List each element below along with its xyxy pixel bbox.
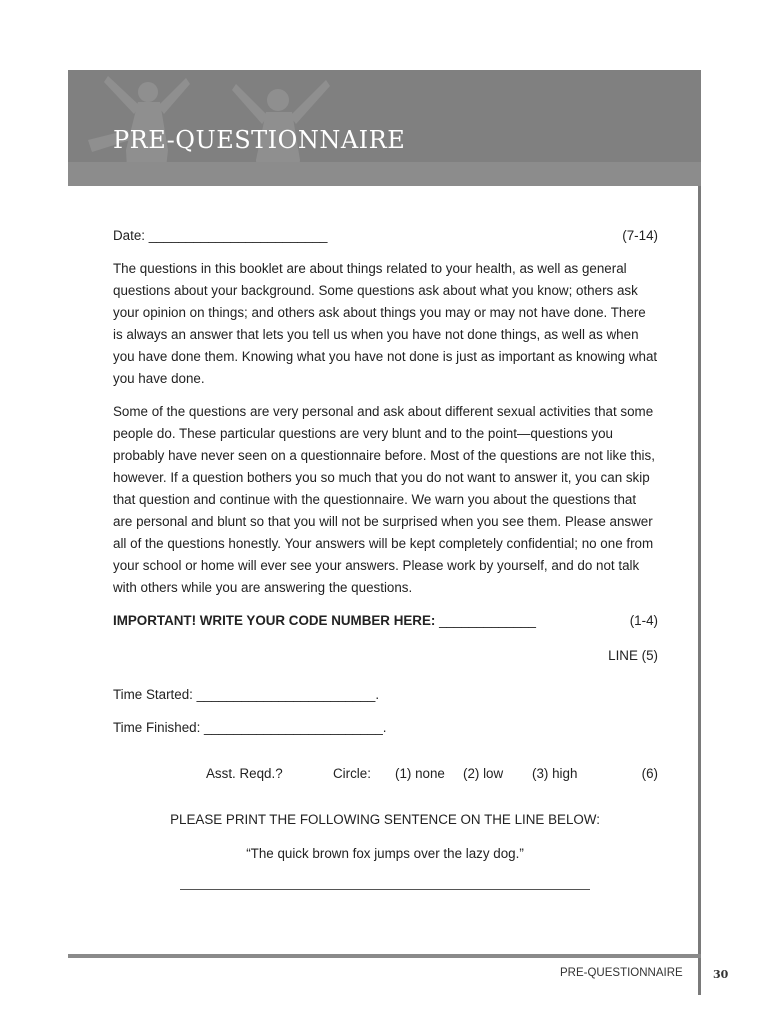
date-field[interactable]: Date: ________________________ <box>113 228 328 243</box>
page-frame-right <box>698 70 701 995</box>
option-low[interactable]: (2) low <box>463 766 504 781</box>
sentence-answer-line[interactable] <box>180 889 590 890</box>
warning-paragraph: Some of the questions are very personal and ask about different sexual activities that some people do. These particular questions are very blunt and to the point—questions you probably have never seen on a questionnaire before. Most of the questions are not like this, however. If a question bothers you so much that you do not want to answer it, you can skip that question and continue with the questionnaire. We warn you about the questions that are personal and blunt so that you will not be surprised when you see them. Please answer all of the questions honestly. Your answers will be kept completely confidential; no one from your school or home will ever see your answers. Please work by yourself, and do not talk with others while you are answering the questions. <box>113 404 655 595</box>
time-started-row <box>113 687 658 702</box>
page-number: 30 <box>713 968 729 981</box>
assistance-code: (6) <box>641 766 658 781</box>
sample-sentence: “The quick brown fox jumps over the lazy dog.” <box>246 846 524 861</box>
code-number-field[interactable]: _____________ <box>439 613 536 628</box>
footer-section-label: PRE-QUESTIONNAIRE <box>560 967 683 979</box>
line-code: LINE (5) <box>608 648 658 663</box>
header-banner <box>68 70 701 186</box>
banner-strip <box>68 162 701 186</box>
circle-label: Circle: <box>333 766 371 781</box>
code-number-row <box>113 613 658 628</box>
date-column-code: (7-14) <box>622 228 658 243</box>
assistance-label: Asst. Reqd.? <box>206 766 283 781</box>
time-finished-field[interactable]: Time Finished: ________________________. <box>113 720 387 735</box>
time-finished-row <box>113 720 658 735</box>
page-title: PRE-QUESTIONNAIRE <box>113 126 406 154</box>
footer-rule <box>68 954 701 958</box>
time-started-field[interactable]: Time Started: ________________________. <box>113 687 380 702</box>
option-none[interactable]: (1) none <box>395 766 445 781</box>
code-column-code: (1-4) <box>629 613 658 628</box>
intro-paragraph: The questions in this booklet are about things related to your health, as well as general questions about your background. Some questions ask about what you know; others ask your opinion on things; and others ask about things you may or may not have done. There is always an answer that lets you tell us when you have not done things, as well as when you have done them. Knowing what you have not done is just as important as knowing what you have done. <box>113 261 658 386</box>
date-row <box>113 228 658 243</box>
print-instruction: PLEASE PRINT THE FOLLOWING SENTENCE ON THE LINE BELOW: <box>170 812 600 827</box>
option-high[interactable]: (3) high <box>532 766 578 781</box>
code-number-label: IMPORTANT! WRITE YOUR CODE NUMBER HERE: <box>113 613 436 628</box>
